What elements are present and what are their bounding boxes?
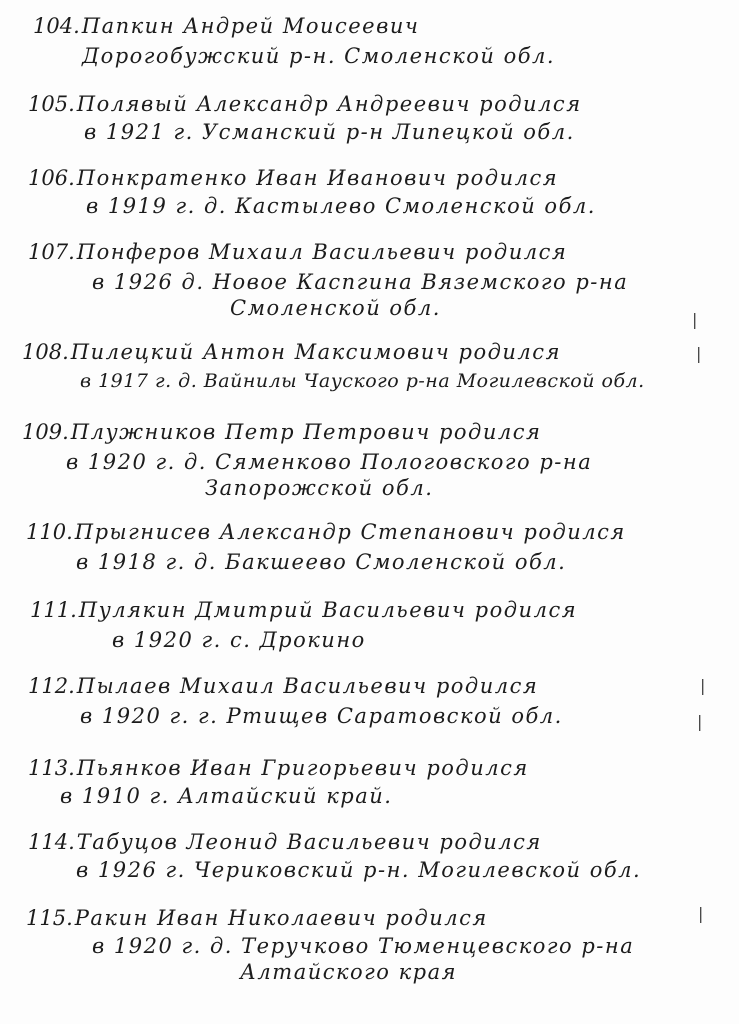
entry-number: 114. — [28, 830, 75, 854]
entry-115-line-2: в 1920 г. д. Теручково Тюменцевского р-на — [92, 934, 635, 958]
entry-105-line-1 — [28, 92, 582, 116]
entry-number: 115. — [26, 906, 73, 930]
entry-name: Пьянков Иван Григорьевич родился — [76, 756, 529, 780]
entry-115-line-3: Алтайского края — [240, 960, 458, 984]
entry-name: Понкратенко Иван Иванович родился — [76, 166, 559, 190]
entry-112-line-1 — [28, 674, 538, 698]
entry-name: Полявый Александр Андреевич родился — [76, 92, 582, 116]
margin-tick-mark: | — [700, 676, 706, 695]
entry-111-line-2: в 1920 г. с. Дрокино — [112, 628, 366, 652]
entry-name: Ракин Иван Николаевич родился — [74, 906, 488, 930]
entry-105-line-2: в 1921 г. Усманский р-н Липецкой обл. — [84, 120, 575, 144]
entry-number: 112. — [28, 674, 75, 698]
entry-109-line-1 — [22, 420, 541, 444]
entry-name: Пилецкий Антон Максимович родился — [70, 340, 561, 364]
entry-112-line-2: в 1920 г. г. Ртищев Саратовской обл. — [80, 704, 563, 728]
entry-113-line-2: в 1910 г. Алтайский край. — [60, 784, 393, 808]
entry-111-line-1 — [30, 598, 577, 622]
entry-name: Понферов Михаил Васильевич родился — [76, 240, 568, 264]
entry-107-line-3: Смоленской обл. — [230, 296, 441, 320]
margin-tick-mark: | — [692, 310, 698, 329]
entry-number: 106. — [28, 166, 75, 190]
entry-107-line-2: в 1926 д. Новое Каспгина Вяземского р-на — [92, 270, 629, 294]
entry-name: Плужников Петр Петрович родился — [70, 420, 542, 444]
entry-109-line-3: Запорожской обл. — [205, 476, 434, 500]
entry-number: 108. — [22, 340, 69, 364]
entry-114-line-1 — [28, 830, 542, 854]
entry-name: Пылаев Михаил Васильевич родился — [76, 674, 539, 698]
entry-104-line-1 — [33, 14, 419, 38]
entry-name: Прыгнисев Александр Степанович родился — [74, 520, 626, 544]
entry-name: Табуцов Леонид Васильевич родился — [76, 830, 542, 854]
entry-number: 107. — [28, 240, 75, 264]
entry-110-line-2: в 1918 г. д. Бакшеево Смоленской обл. — [76, 550, 567, 574]
margin-tick-mark: | — [696, 344, 702, 363]
entry-number: 113. — [28, 756, 75, 780]
margin-tick-mark: | — [697, 712, 703, 731]
entry-number: 110. — [26, 520, 73, 544]
entry-109-line-2: в 1920 г. д. Сяменково Пологовского р-на — [66, 450, 593, 474]
margin-tick-mark: | — [698, 904, 704, 923]
entry-number: 109. — [22, 420, 69, 444]
entry-106-line-1 — [28, 166, 558, 190]
entry-number: 104. — [33, 14, 80, 38]
entry-110-line-1 — [26, 520, 626, 544]
entry-name: Папкин Андрей Моисеевич — [81, 14, 420, 38]
entry-104-line-2: Дорогобужский р-н. Смоленской обл. — [82, 44, 556, 68]
entry-number: 111. — [30, 598, 77, 622]
entry-106-line-2: в 1919 г. д. Кастылево Смоленской обл. — [86, 194, 596, 218]
entry-113-line-1 — [28, 756, 529, 780]
entry-115-line-1 — [26, 906, 488, 930]
entry-107-line-1 — [28, 240, 567, 264]
entry-108-line-1 — [22, 340, 561, 364]
entry-number: 105. — [28, 92, 75, 116]
entry-name: Пулякин Дмитрий Васильевич родился — [78, 598, 578, 622]
entry-108-line-2: в 1917 г. д. Вайнилы Чауского р-на Могилевской обл. — [80, 370, 645, 392]
entry-114-line-2: в 1926 г. Чериковский р-н. Могилевской обл. — [76, 858, 642, 882]
